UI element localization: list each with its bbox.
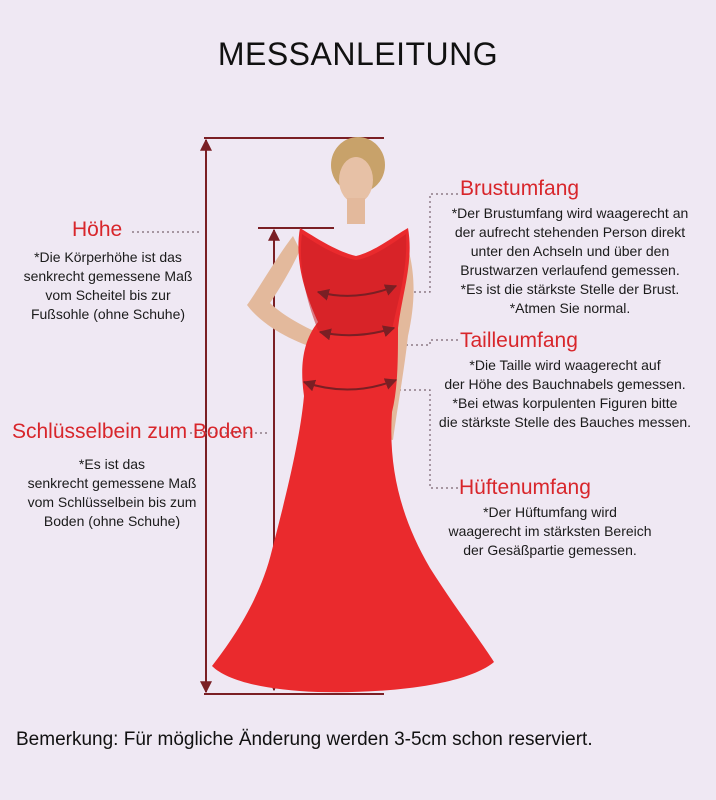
brust-heading: Brustumfang	[460, 177, 580, 200]
page-title: MESSANLEITUNG	[217, 36, 499, 72]
huefte-heading: Hüftenumfang	[459, 476, 591, 499]
hoehe-description: *Die Körperhöhe ist das senkrecht gemessene Maß vom Scheitel bis zur Fußsohle (ohne Schuhe)	[23, 249, 193, 322]
hoehe-heading: Höhe	[72, 218, 123, 241]
model-head	[331, 137, 385, 224]
remark-note: Bemerkung: Für mögliche Änderung werden 3-5cm schon reserviert.	[16, 729, 593, 750]
taille-description: *Die Taille wird waagerecht auf der Höhe des Bauchnabels gemessen. *Bei etwas korpulenten Figuren bitte die stärkste Stelle des Bauches messen.	[438, 357, 692, 430]
huefte-description: *Der Hüftumfang wird waagerecht im stärksten Bereich der Gesäßpartie gemessen.	[448, 504, 652, 558]
taille-heading: Tailleumfang	[460, 329, 578, 352]
schluesselbein-description: *Es ist das senkrecht gemessene Maß vom Schlüsselbein bis zum Boden (ohne Schuhe)	[27, 456, 197, 529]
brust-description: *Der Brustumfang wird waagerecht an der aufrecht stehenden Person direkt unter den Achseln und über den Brustwarzen verlaufend gemessen. *Es ist die stärkste Stelle der Brust. *Atmen Sie normal.	[451, 205, 689, 316]
schluesselbein-heading: Schlüsselbein zum Boden	[12, 420, 254, 443]
bodice-lace	[301, 234, 406, 335]
